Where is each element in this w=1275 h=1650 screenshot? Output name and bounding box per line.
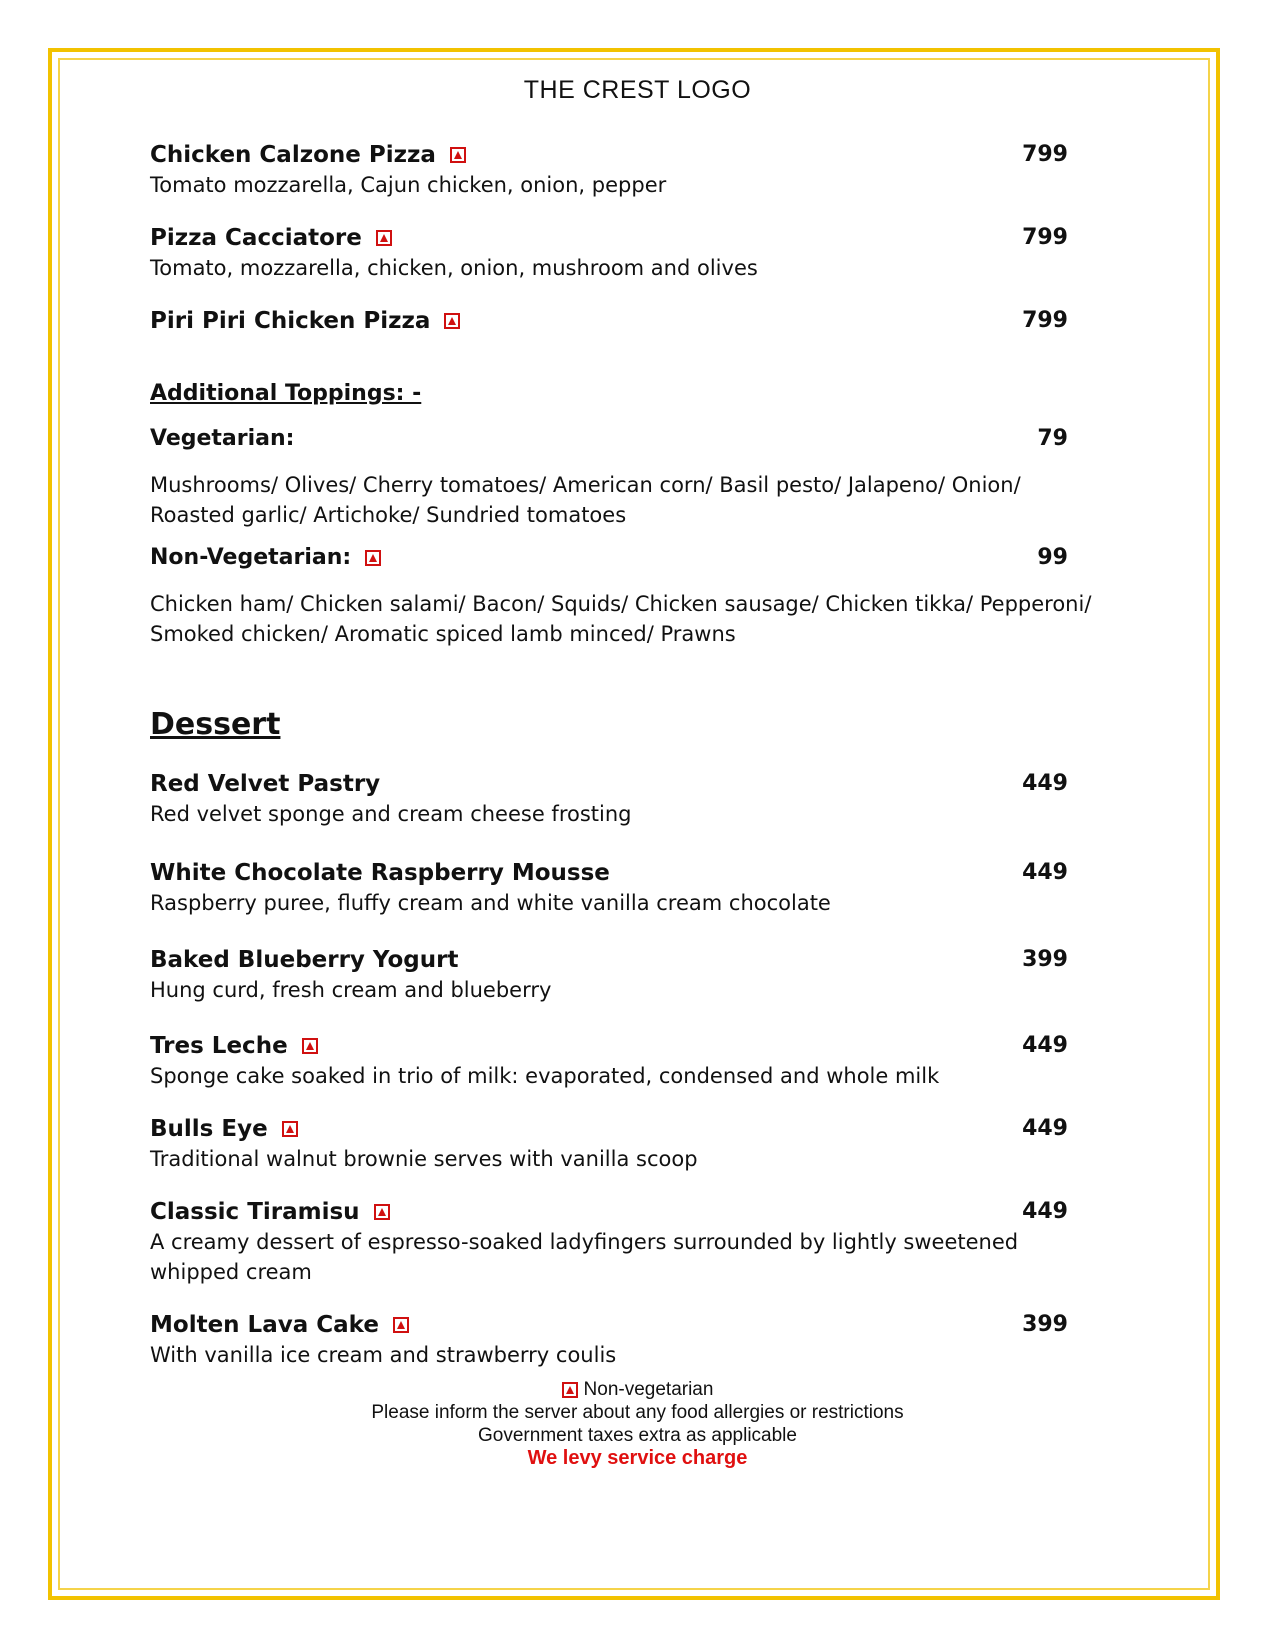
toppings-heading: Additional Toppings: -: [150, 381, 422, 406]
dessert-heading: Dessert: [150, 707, 281, 742]
veg-toppings-list: Mushrooms/ Olives/ Cherry tomatoes/ American corn/ Basil pesto/ Jalapeno/ Onion/ Roasted garlic/ Artichoke/ Sundried tomatoes: [150, 473, 1021, 527]
item-price: 449: [1022, 860, 1068, 885]
menu-item: [150, 945, 1098, 1005]
menu-item: [150, 1197, 1098, 1287]
menu-item: [150, 223, 1098, 283]
non-veg-icon: [374, 1204, 390, 1220]
item-description: Tomato, mozzarella, chicken, onion, mushroom and olives: [150, 256, 758, 280]
item-name: Chicken Calzone Pizza: [150, 142, 436, 168]
item-description: Raspberry puree, fluffy cream and white vanilla cream chocolate: [150, 891, 831, 915]
menu-item: [150, 858, 1098, 918]
item-price: 799: [1022, 308, 1068, 333]
non-veg-icon: [444, 313, 460, 329]
menu-content: [150, 140, 1098, 1370]
non-veg-icon: [365, 550, 381, 566]
item-name: White Chocolate Raspberry Mousse: [150, 860, 610, 886]
item-price: 799: [1022, 225, 1068, 250]
item-description: Traditional walnut brownie serves with vanilla scoop: [150, 1147, 698, 1171]
item-price: 449: [1022, 1199, 1068, 1224]
item-price: 449: [1022, 1116, 1068, 1141]
menu-item: [150, 1310, 1098, 1370]
nonveg-toppings-list: Chicken ham/ Chicken salami/ Bacon/ Squids/ Chicken sausage/ Chicken tikka/ Pepperoni/ Smoked chicken/ Aromatic spiced lamb minced/ Prawns: [150, 592, 1092, 646]
menu-item: [150, 1031, 1098, 1091]
allergy-note: Please inform the server about any food allergies or restrictions: [371, 1402, 904, 1423]
item-name: Pizza Cacciatore: [150, 225, 362, 251]
item-price: 449: [1022, 1033, 1068, 1058]
menu-item: [150, 306, 1098, 336]
menu-footer: [0, 1378, 1275, 1470]
veg-toppings-price: 79: [1037, 426, 1068, 451]
nonveg-toppings-price: 99: [1037, 545, 1068, 570]
non-veg-icon: [282, 1121, 298, 1137]
crest-logo-placeholder: THE CREST LOGO: [523, 76, 752, 104]
item-name: Tres Leche: [150, 1033, 288, 1059]
veg-toppings-label: Vegetarian:: [150, 426, 295, 451]
item-price: 399: [1022, 1312, 1068, 1337]
menu-item: [150, 140, 1098, 200]
tax-note: Government taxes extra as applicable: [478, 1425, 797, 1446]
menu-item: [150, 769, 1098, 829]
item-price: 799: [1022, 142, 1068, 167]
item-price: 449: [1022, 771, 1068, 796]
item-price: 399: [1022, 947, 1068, 972]
item-name: Piri Piri Chicken Pizza: [150, 308, 431, 334]
nonveg-toppings-row: [150, 543, 1098, 573]
non-veg-icon: [562, 1382, 578, 1398]
menu-item: [150, 1114, 1098, 1174]
non-veg-icon: [376, 230, 392, 246]
item-description: With vanilla ice cream and strawberry coulis: [150, 1343, 617, 1367]
item-name: Red Velvet Pastry: [150, 771, 381, 797]
non-veg-icon: [450, 147, 466, 163]
veg-toppings-row: [150, 424, 1098, 454]
item-description: A creamy dessert of espresso-soaked ladyfingers surrounded by lightly sweetened whipped cream: [150, 1230, 1019, 1284]
service-charge-note: We levy service charge: [527, 1447, 748, 1469]
non-veg-legend: [0, 1378, 1275, 1401]
item-name: Classic Tiramisu: [150, 1199, 360, 1225]
non-veg-icon: [302, 1038, 318, 1054]
legend-label: Non-vegetarian: [583, 1379, 714, 1400]
item-name: Baked Blueberry Yogurt: [150, 947, 459, 973]
item-description: Hung curd, fresh cream and blueberry: [150, 978, 552, 1002]
item-description: Sponge cake soaked in trio of milk: evaporated, condensed and whole milk: [150, 1064, 940, 1088]
non-veg-icon: [393, 1317, 409, 1333]
item-name: Bulls Eye: [150, 1116, 268, 1142]
item-description: Red velvet sponge and cream cheese frosting: [150, 802, 632, 826]
item-name: Molten Lava Cake: [150, 1312, 379, 1338]
nonveg-toppings-label: Non-Vegetarian:: [150, 545, 352, 570]
item-description: Tomato mozzarella, Cajun chicken, onion, pepper: [150, 173, 667, 197]
